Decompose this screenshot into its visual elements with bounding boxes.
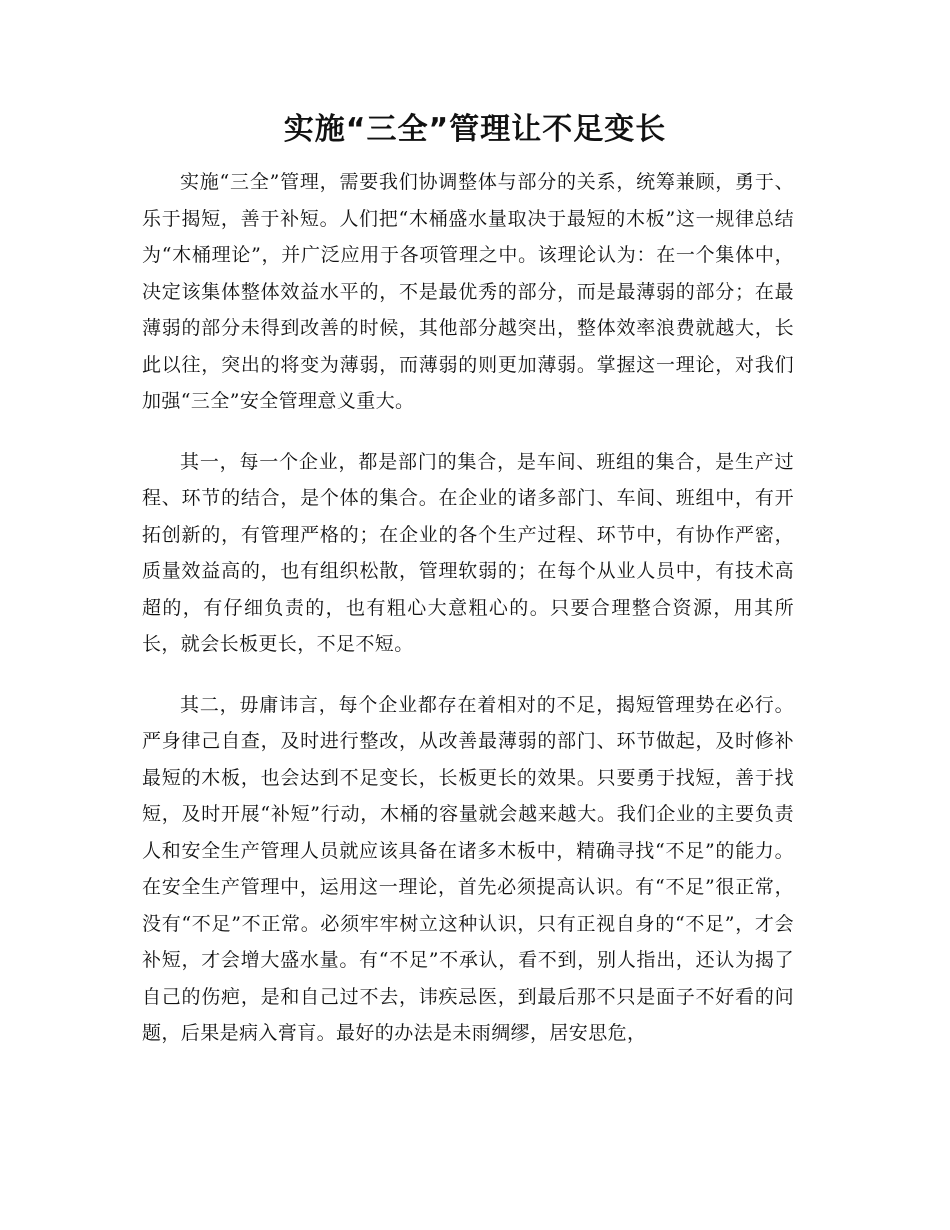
document-title: 实施“三全”管理让不足变长 [283,112,667,147]
paragraph-intro: 实施“三全”管理，需要我们协调整体与部分的关系，统筹兼顾，勇于、乐于揭短，善于补短。人们把“木桶盛水量取决于最短的木板”这一规律总结为“木桶理论”，并广泛应用于各项管理之中。该理论认为：在一个集体中，决定该集体整体效益水平的，不是最优秀的部分，而是最薄弱的部分；在最薄弱的部分未得到改善的时候，其他部分越突出，整体效率浪费就越大，长此以往，突出的将变为薄弱，而薄弱的则更加薄弱。掌握这一理论，对我们加强“三全”安全管理意义重大。 [142,171,794,412]
document-body [142,164,794,1076]
paragraph-point-one: 其一，每一个企业，都是部门的集合，是车间、班组的集合，是生产过程、环节的结合，是个体的集合。在企业的诸多部门、车间、班组中，有开拓创新的，有管理严格的；在企业的各个生产过程、环节中，有协作严密，质量效益高的，也有组织松散，管理软弱的；在每个从业人员中，有技术高超的，有仔细负责的，也有粗心大意粗心的。只要合理整合资源，用其所长，就会长板更长，不足不短。 [142,450,794,655]
paragraph-point-two: 其二，毋庸讳言，每个企业都存在着相对的不足，揭短管理势在必行。严身律己自查，及时进行整改，从改善最薄弱的部门、环节做起，及时修补最短的木板，也会达到不足变长，长板更长的效果。只要勇于找短，善于找短，及时开展“补短”行动，木桶的容量就会越来越大。我们企业的主要负责人和安全生产管理人员就应该具备在诸多木板中，精确寻找“不足”的能力。在安全生产管理中，运用这一理论，首先必须提高认识。有“不足”很正常，没有“不足”不正常。必须牢牢树立这种认识，只有正视自身的“不足”，才会补短，才会增大盛水量。有“不足”不承认，看不到，别人指出，还认为揭了自己的伤疤，是和自己过不去，讳疾忌医，到最后那不只是面子不好看的问题，后果是病入膏肓。最好的办法是未雨绸缪，居安思危， [142,693,794,1044]
